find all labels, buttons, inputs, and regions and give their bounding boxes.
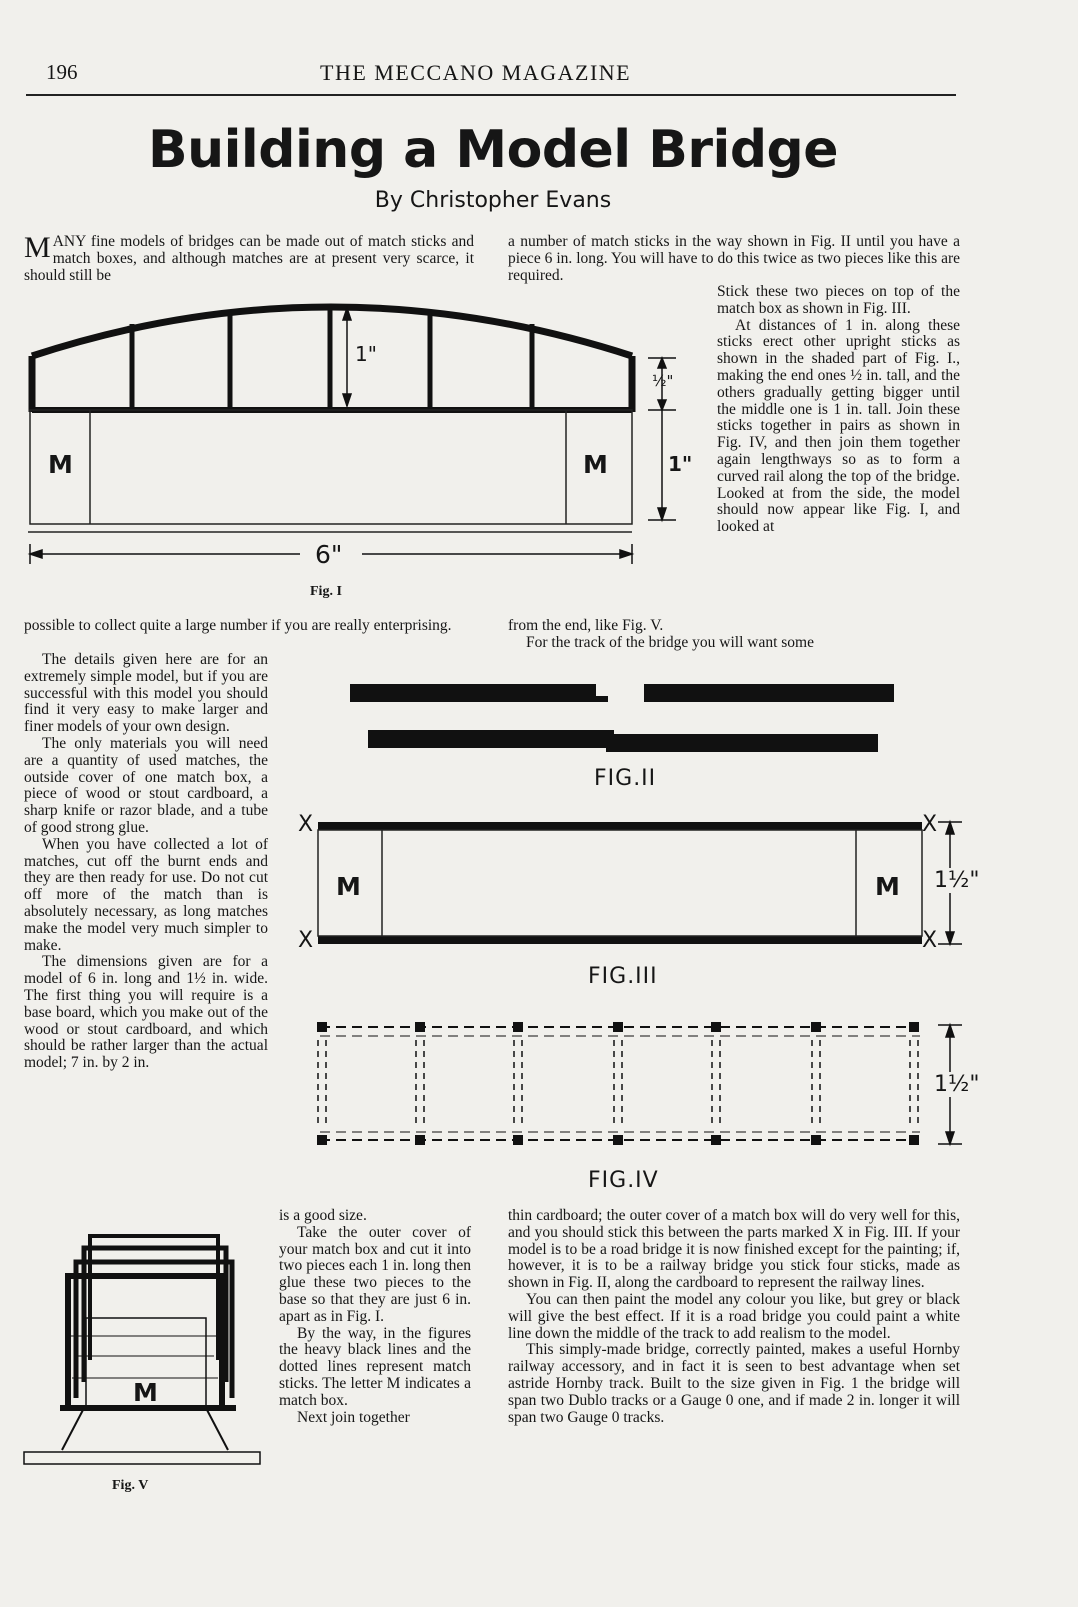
fig3-width-label: 1½" — [934, 868, 980, 893]
fig1-base — [28, 410, 632, 532]
fig4-joint — [415, 1135, 425, 1145]
fig2-stick-3 — [644, 684, 894, 702]
fig3-x-mark-tl: X — [298, 812, 314, 837]
right-col-top-text: a number of match sticks in the way shown in Fig. II until you have a piece 6 in. long. You will have to do this twice as two pieces like this are required. — [508, 233, 960, 284]
fig4-joint — [711, 1022, 721, 1032]
fig2-match-sticks — [350, 684, 894, 752]
fig4-joint — [909, 1135, 919, 1145]
fig4-joint — [317, 1135, 327, 1145]
fig4-joint — [613, 1022, 623, 1032]
fig4-width-label: 1½" — [934, 1072, 980, 1097]
fig1-length-label: 6" — [315, 540, 343, 569]
fig1-half-label: ½" — [652, 372, 674, 390]
fig5-caption: Fig. V — [112, 1478, 149, 1493]
fig1-height-label: 1" — [355, 342, 377, 366]
magazine-title: THE MECCANO MAGAZINE — [320, 60, 632, 85]
middle-col-p3: By the way, in the figures the heavy black lines and the dotted lines represent match sticks. The letter M indicates a match box. — [279, 1324, 471, 1409]
fig1-side-label: 1" — [668, 452, 693, 476]
fig1-caption: Fig. I — [310, 584, 342, 599]
fig4-joint — [711, 1135, 721, 1145]
middle-col-p2: Take the outer cover of your match box and cut it into two pieces each 1 in. long then glue these two pieces to the base so that they are just 6 in. apart as in Fig. I. — [279, 1223, 471, 1325]
fig4-joint — [613, 1135, 623, 1145]
fig4-joint — [317, 1022, 327, 1032]
intro-lead: ANY fine models of bridges can be made out of match sticks and match boxes, and although matches are at present very scarce, it should still be — [24, 233, 474, 284]
right-col-bottom-p3: This simply-made bridge, correctly painted, makes a useful Hornby railway accessory, and in fact it is seen to best advantage when set astride Hornby track. Built to the size given in Fig. 1 the bridge will span two Dublo tracks or a Gauge 0 one, and if made 2 in. longer it will span two Gauge 0 tracks. — [508, 1341, 960, 1426]
fig5-box-label: M — [133, 1378, 158, 1407]
fig4-caption: FIG.IV — [588, 1168, 659, 1193]
right-col-full-p1: from the end, like Fig. V. — [508, 617, 664, 634]
left-col-p5: The dimensions given are for a model of 6 in. long and 1½ in. wide. The first thing you will require is a base board, which you make out of the wood or stout cardboard, and which should be rather larger than the actual model; 7 in. by 2 in. — [24, 953, 268, 1072]
right-col-bottom-p1: thin cardboard; the outer cover of a match box will do very well for this, and you should stick this between the parts marked X in Fig. III. If your model is to be a road bridge it is now finished except for the painting; if, however, it is to be a railway bridge you stick four sticks, made as shown in Fig. II, along the cardboard to represent the railway lines. — [508, 1207, 960, 1292]
fig4-joint — [415, 1022, 425, 1032]
left-col-p1: possible to collect quite a large number if you are really enterprising. — [24, 617, 452, 634]
fig3-caption: FIG.III — [588, 964, 658, 989]
fig3-x-mark-bl: X — [298, 928, 314, 953]
fig4-posts — [317, 1022, 919, 1145]
article-byline: By Christopher Evans — [374, 188, 612, 213]
fig3-box-label-left: M — [336, 872, 361, 901]
fig3-diagram — [318, 822, 962, 944]
left-col-p4: When you have collected a lot of matches, cut off the burnt ends and they are then ready for use. Do not cut off more of the match than is absolutely necessary, as long matches make the model very much simpler to make. — [24, 835, 268, 954]
fig4-joint — [513, 1135, 523, 1145]
middle-col-p1: is a good size. — [279, 1207, 367, 1224]
fig2-stick-2 — [596, 696, 608, 702]
left-col-p3: The only materials you will need are a quantity of used matches, the outside cover of one match box, a piece of wood or stout cardboard, a sharp knife or razor blade, and a tube of good strong glue. — [24, 734, 268, 836]
drop-cap: M — [24, 231, 51, 264]
fig3-x-mark-tr: X — [922, 812, 938, 837]
fig2-caption: FIG.II — [594, 766, 657, 791]
page-number: 196 — [46, 60, 78, 84]
article-title: Building a Model Bridge — [147, 120, 839, 180]
fig4-joint — [513, 1022, 523, 1032]
left-col-p2: The details given here are for an extremely simple model, but if you are successful with this model you should find it very easy to make larger and finer models of your own design. — [24, 651, 268, 736]
fig1-arch — [32, 305, 632, 412]
fig4-joint — [811, 1135, 821, 1145]
fig4-diagram — [320, 1027, 920, 1140]
right-col-narrow-p1: Stick these two pieces on top of the match box as shown in Fig. III. — [717, 283, 960, 317]
fig4-joint — [811, 1022, 821, 1032]
fig2-stick-6 — [606, 734, 878, 752]
fig4-joint — [909, 1022, 919, 1032]
fig2-stick-5 — [368, 730, 614, 748]
fig3-x-mark-br: X — [922, 928, 938, 953]
fig2-stick-1 — [350, 684, 596, 702]
right-col-full-p2: For the track of the bridge you will want some — [526, 633, 814, 651]
right-col-narrow-p2: At distances of 1 in. along these sticks erect other upright sticks as shown in the shaded part of Fig. I., making the end ones ½ in. tall, and the others gradually getting bigger until the middle one is 1 in. tall. Join these sticks together in pairs as shown in Fig. IV, and then join them together again lengthways so as to form a curved rail along the top of the bridge. Looked at from the side, the model should now appear like Fig. I, and looked at — [717, 316, 960, 536]
middle-col-p4: Next join together — [297, 1408, 410, 1426]
fig1-box-label-left: M — [48, 450, 73, 479]
fig3-box-label-right: M — [875, 872, 900, 901]
fig5-diagram — [24, 1236, 260, 1464]
fig1-box-label-right: M — [583, 450, 608, 479]
fig1-height-arrow — [343, 308, 351, 406]
right-col-bottom-p2: You can then paint the model any colour you like, but grey or black will give the best effect. If it is a road bridge you could paint a white line down the middle of the track to add realism to the model. — [508, 1290, 960, 1342]
